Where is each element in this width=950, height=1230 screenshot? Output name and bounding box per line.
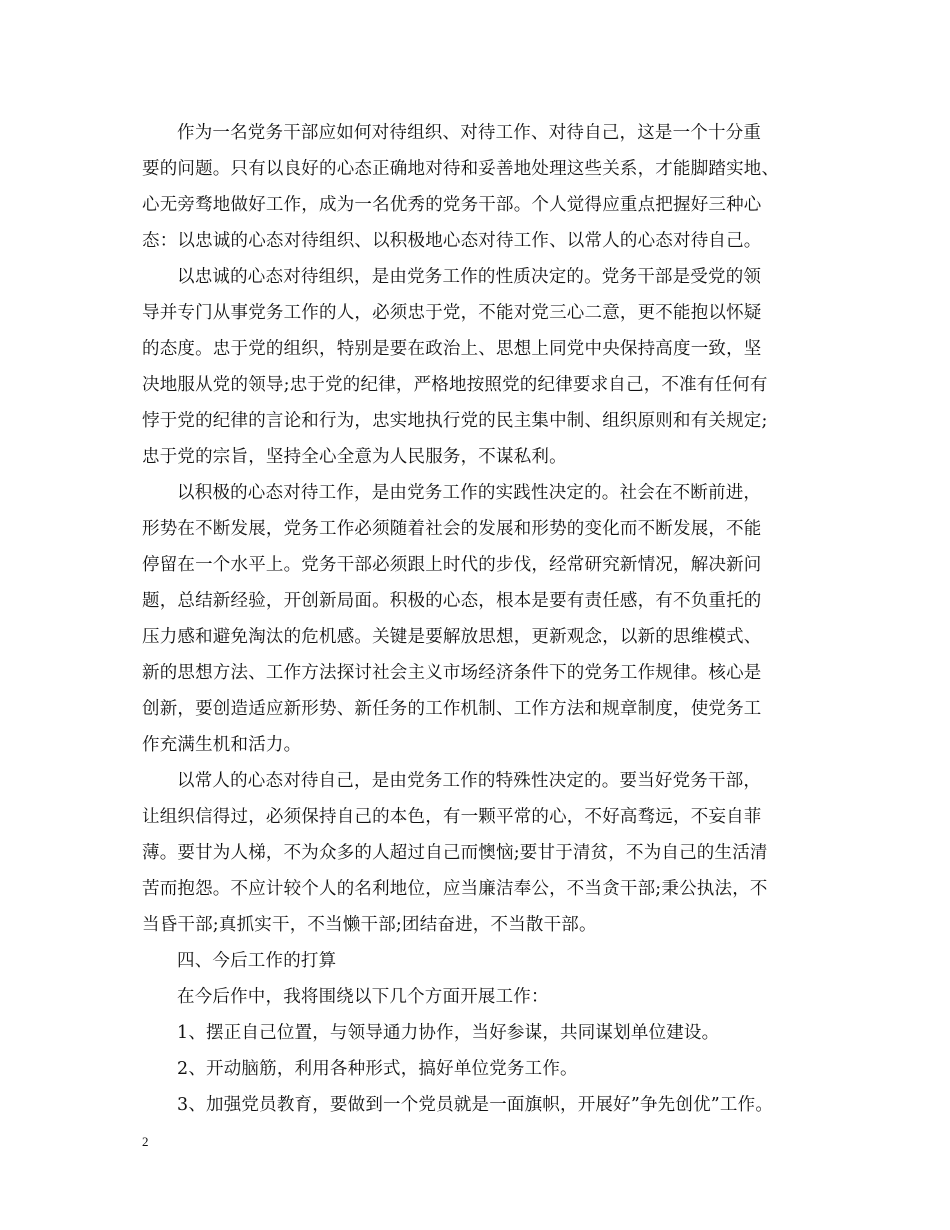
text-line: 作为一名党务干部应如何对待组织、对待工作、对待自己，这是一个十分重 bbox=[177, 123, 762, 143]
text-line: 创新，要创造适应新形势、新任务的工作机制、工作方法和规章制度，使党务工 bbox=[142, 699, 762, 719]
text-line: 以忠诚的心态对待组织，是由党务工作的性质决定的。党务干部是受党的领 bbox=[177, 267, 762, 287]
text-line: 苦而抱怨。不应计较个人的名利地位，应当廉洁奉公，不当贪干部;秉公执法，不 bbox=[142, 879, 768, 899]
text-line: 压力感和避免淘汰的危机感。关键是要解放思想，更新观念，以新的思维模式、 bbox=[142, 627, 762, 647]
text-line: 新的思想方法、工作方法探讨社会主义市场经济条件下的党务工作规律。核心是 bbox=[142, 663, 762, 683]
text-line: 以积极的心态对待工作，是由党务工作的实践性决定的。社会在不断前进， bbox=[177, 483, 762, 503]
text-line: 心无旁骛地做好工作，成为一名优秀的党务干部。个人觉得应重点把握好三种心 bbox=[142, 195, 762, 215]
document-body bbox=[142, 115, 822, 1123]
page-number: 2 bbox=[142, 1134, 149, 1149]
text-line: 题，总结新经验，开创新局面。积极的心态，根本是要有责任感，有不负重托的 bbox=[142, 591, 762, 611]
section-heading: 四、今后工作的打算 bbox=[177, 951, 337, 971]
text-line: 停留在一个水平上。党务干部必须跟上时代的步伐，经常研究新情况，解决新问 bbox=[142, 555, 762, 575]
text-line: 薄。要甘为人梯，不为众多的人超过自己而懊恼;要甘于清贫，不为自己的生活清 bbox=[142, 843, 768, 863]
text-line: 作充满生机和活力。 bbox=[142, 735, 302, 755]
text-line: 让组织信得过，必须保持自己的本色，有一颗平常的心，不好高骛远，不妄自菲 bbox=[142, 807, 762, 827]
list-item: 3、加强党员教育，要做到一个党员就是一面旗帜，开展好”争先创优”工作。 bbox=[177, 1095, 774, 1115]
text-line: 在今后作中，我将围绕以下几个方面开展工作： bbox=[177, 987, 549, 1007]
text-line: 决地服从党的领导;忠于党的纪律，严格地按照党的纪律要求自己，不准有任何有 bbox=[142, 375, 768, 395]
text-line: 导并专门从事党务工作的人，必须忠于党，不能对党三心二意，更不能抱以怀疑 bbox=[142, 303, 762, 323]
list-item: 2、开动脑筋，利用各种形式，搞好单位党务工作。 bbox=[177, 1059, 578, 1079]
text-line: 形势在不断发展，党务工作必须随着社会的发展和形势的变化而不断发展，不能 bbox=[142, 519, 762, 539]
text-line: 态：以忠诚的心态对待组织、以积极地心态对待工作、以常人的心态对待自己。 bbox=[142, 231, 762, 251]
text-line: 忠于党的宗旨，坚持全心全意为人民服务，不谋私利。 bbox=[142, 447, 567, 467]
text-line: 当昏干部;真抓实干，不当懒干部;团结奋进，不当散干部。 bbox=[142, 915, 597, 935]
text-line: 要的问题。只有以良好的心态正确地对待和妥善地处理这些关系，才能脚踏实地、 bbox=[142, 159, 780, 179]
text-line: 悖于党的纪律的言论和行为，忠实地执行党的民主集中制、组织原则和有关规定; bbox=[142, 411, 768, 431]
text-line: 的态度。忠于党的组织，特别是要在政治上、思想上同党中央保持高度一致，坚 bbox=[142, 339, 762, 359]
list-item: 1、摆正自己位置，与领导通力协作，当好参谋，共同谋划单位建设。 bbox=[177, 1023, 720, 1043]
text-line: 以常人的心态对待自己，是由党务工作的特殊性决定的。要当好党务干部， bbox=[177, 771, 762, 791]
